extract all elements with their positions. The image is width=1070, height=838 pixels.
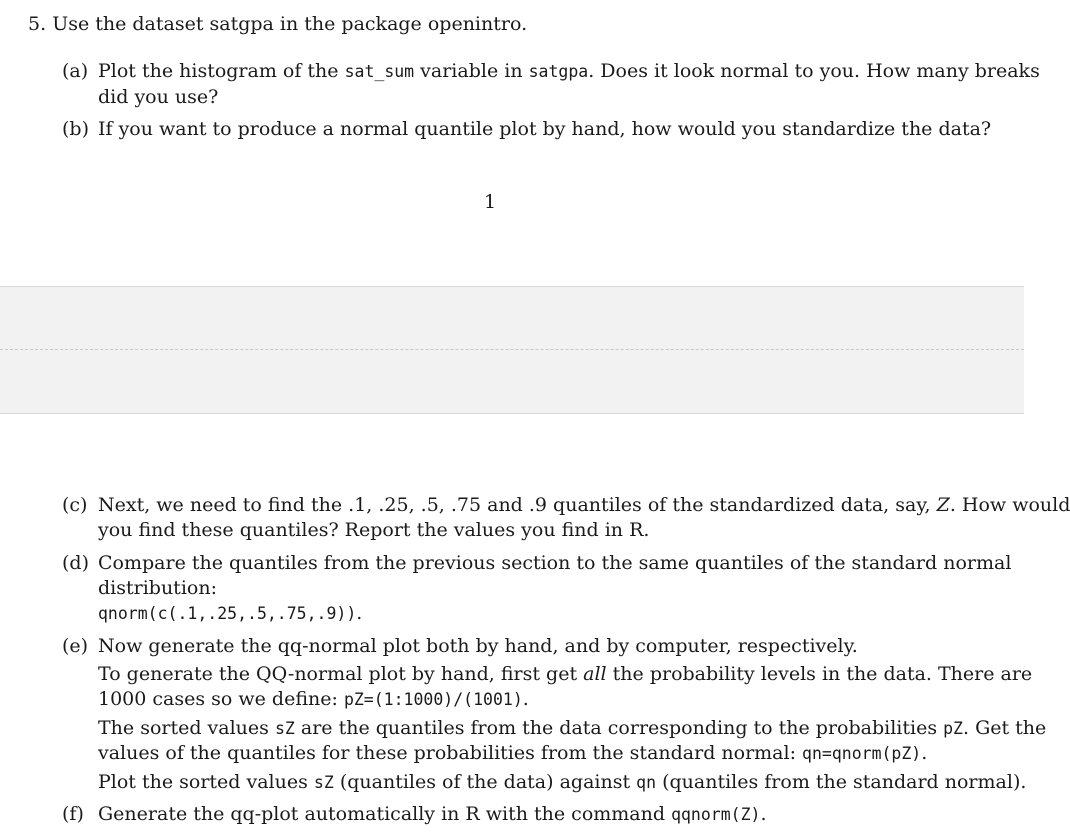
part-f-label: (f): [62, 803, 84, 825]
code-qn-def: qn=qnorm(pZ): [802, 744, 922, 763]
part-c-label: (c): [62, 494, 88, 516]
code-pz: pZ: [943, 719, 963, 738]
question-header: [28, 12, 527, 36]
part-b-label: (b): [62, 118, 89, 140]
emph-all: all: [583, 663, 607, 685]
part-d-label: (d): [62, 552, 89, 574]
code-sz-2: sZ: [313, 773, 334, 792]
part-d-line-3: qnorm(c(.1,.25,.5,.75,.9)).: [98, 602, 363, 624]
question-text: Use the dataset satgpa in the package openintro.: [52, 13, 528, 35]
code-pz-def: pZ=(1:1000)/(1001): [343, 690, 523, 709]
code-qn: qn: [636, 773, 657, 792]
code-qnorm: qnorm(c(.1,.25,.5,.75,.9)): [98, 604, 357, 623]
code-sz: sZ: [274, 719, 295, 738]
code-sat-sum: sat_sum: [344, 62, 415, 81]
part-c-line-1: Next, we need to find the .1, .25, .5, .75 and .9 quantiles of the standardized data, say, Z. How would: [98, 494, 1070, 516]
part-f-line-1: Generate the qq-plot automatically in R with the command qqnorm(Z).: [98, 803, 767, 825]
code-qqnorm: qqnorm(Z): [671, 805, 761, 824]
part-e-line-4: The sorted values sZ are the quantiles from the data corresponding to the probabilities pZ. Get the: [98, 717, 1047, 739]
part-b-line-1: If you want to produce a normal quantile plot by hand, how would you standardize the data?: [98, 118, 992, 140]
part-c-line-2: you find these quantiles? Report the values you find in R.: [98, 519, 650, 541]
code-satgpa: satgpa: [528, 62, 589, 81]
part-e-label: (e): [62, 635, 89, 657]
var-z: Z: [936, 494, 950, 516]
page-break-band: [0, 286, 1024, 414]
part-e-line-6: Plot the sorted values sZ (quantiles of the data) against qn (quantiles from the standard normal).: [98, 771, 1027, 793]
part-a-line-2: did you use?: [98, 86, 219, 108]
part-a-label: (a): [62, 60, 89, 82]
part-a-line-1: Plot the histogram of the sat_sum variable in satgpa. Does it look normal to you. How many breaks: [98, 60, 1040, 82]
part-d-line-2: distribution:: [98, 577, 217, 599]
part-e-line-2: To generate the QQ-normal plot by hand, first get all the probability levels in the data. There are: [98, 663, 1033, 685]
part-e-line-5: values of the quantiles for these probabilities from the standard normal: qn=qnorm(pZ).: [98, 742, 928, 764]
part-e-line-1: Now generate the qq-normal plot both by hand, and by computer, respectively.: [98, 635, 858, 657]
part-e-line-3: 1000 cases so we define: pZ=(1:1000)/(1001).: [98, 688, 529, 710]
part-d-line-1: Compare the quantiles from the previous section to the same quantiles of the standard normal: [98, 552, 1012, 574]
question-number: 5.: [28, 13, 47, 35]
page-break-divider: [0, 349, 1024, 350]
page-number: 1: [484, 191, 497, 213]
